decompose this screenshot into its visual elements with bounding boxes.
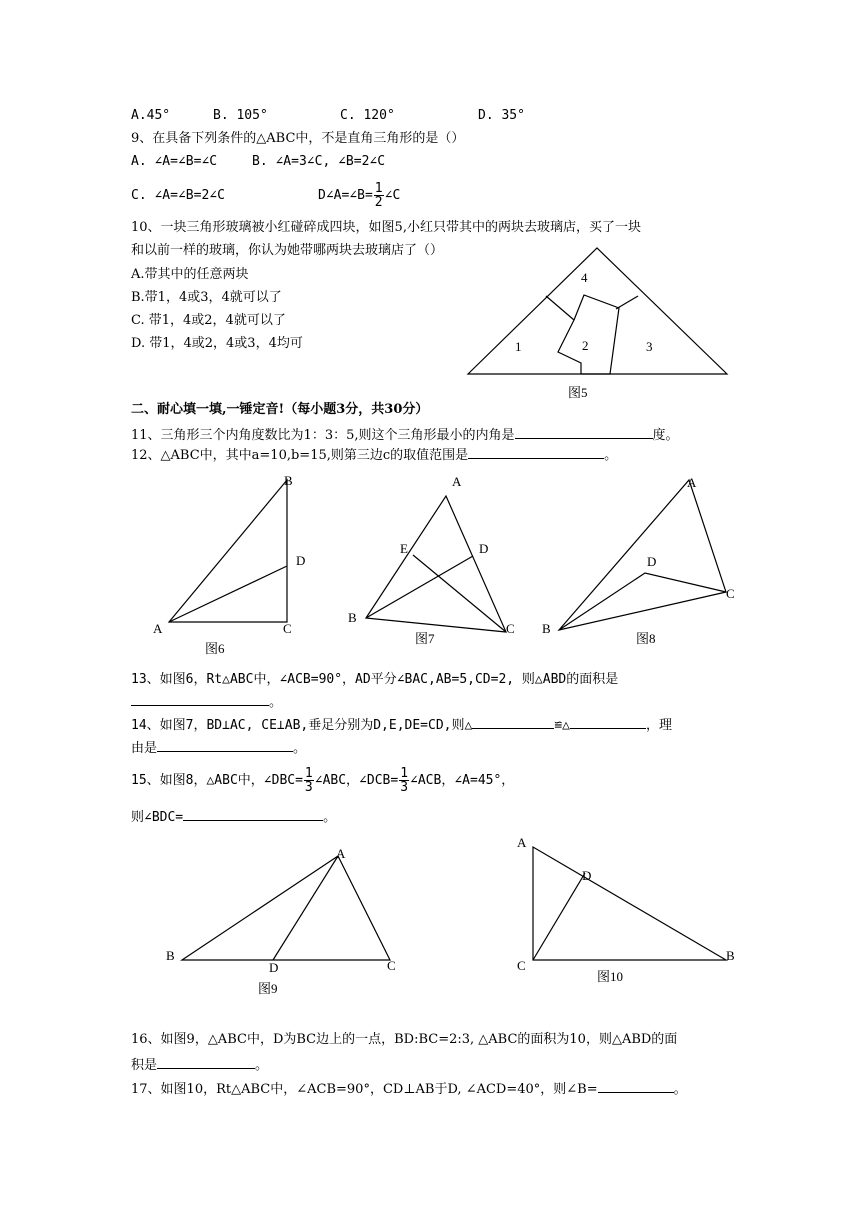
- fig9-line-ad: [273, 856, 338, 960]
- fig10-triangle: [533, 847, 726, 960]
- q14-suffix: 。: [293, 741, 307, 756]
- q15-frac2-denominator: 3: [400, 780, 409, 795]
- q14-tail: ，理: [645, 718, 672, 733]
- q8-option-a: A.45°: [131, 108, 171, 123]
- q11-suffix: 度。: [652, 428, 679, 443]
- q9-d-prefix: D∠A=∠B=: [318, 188, 373, 203]
- fig5-caption: 图5: [568, 385, 588, 400]
- q10-option-c: C. 带1，4或2，4就可以了: [131, 313, 286, 328]
- fig6-label-b: B: [284, 473, 293, 488]
- q13-suffix: 。: [269, 695, 283, 710]
- q10-option-b: B.带1，4或3，4就可以了: [131, 290, 282, 305]
- fig7-caption: 图7: [415, 631, 435, 646]
- q12-suffix: 。: [604, 448, 618, 463]
- q9-d-denominator: 2: [374, 195, 383, 210]
- q15-frac1-numerator: 1: [304, 766, 313, 781]
- fig8-label-a: A: [687, 475, 697, 490]
- q16-suffix: 。: [255, 1058, 269, 1073]
- fig8-caption: 图8: [636, 631, 656, 646]
- fig9-caption: 图9: [258, 981, 278, 996]
- q17-answer-blank[interactable]: [598, 1080, 674, 1093]
- q9-option-b: B. ∠A=3∠C, ∠B=2∠C: [252, 154, 386, 169]
- fig6-label-c: C: [283, 621, 292, 636]
- fig7-label-a: A: [452, 474, 462, 489]
- section-2-title: 二、耐心填一填,一锤定音!（每小题3分，共30分）: [131, 402, 429, 417]
- q15-frac2-numerator: 1: [400, 766, 409, 781]
- fig5-label-3: 3: [646, 339, 653, 354]
- fig9-label-a: A: [336, 846, 346, 861]
- q14-text: 14、如图7，BD⊥AC, CE⊥AB,垂足分别为D,E,DE=CD,则△: [131, 718, 473, 733]
- q11-text: 11、三角形三个内角度数比为1：3：5,则这个三角形最小的内角是: [131, 428, 515, 443]
- q16-answer-blank[interactable]: [157, 1056, 255, 1069]
- q15-prefix: 15、如图8，△ABC中，∠DBC=: [131, 773, 303, 788]
- fig10-altitude-cd: [533, 873, 585, 960]
- q16-line1: 16、如图9，△ABC中，D为BC边上的一点，BD:BC=2:3, △ABC的面积为10，则△ABD的面: [131, 1032, 678, 1047]
- fig6-caption: 图6: [205, 641, 225, 656]
- fig10-label-b: B: [726, 948, 735, 963]
- q8-option-d: D. 35°: [478, 108, 525, 123]
- q16-line2: [131, 1056, 268, 1074]
- q17-text: 17、如图10，Rt△ABC中，∠ACB=90°，CD⊥AB于D, ∠ACD=40°，则∠B=: [131, 1082, 598, 1097]
- fig10-label-d: D: [582, 868, 592, 883]
- fig7-label-e: E: [400, 541, 408, 556]
- q8-option-b: B. 105°: [213, 108, 268, 123]
- fig9-label-b: B: [166, 948, 175, 963]
- fig7-label-c: C: [506, 621, 515, 636]
- fig10-label-c: C: [517, 958, 526, 973]
- q8-option-c: C. 120°: [340, 108, 395, 123]
- q10-line2: 和以前一样的玻璃，你认为她带哪两块去玻璃店了（）: [131, 243, 444, 258]
- q13-text: 13、如图6，Rt△ABC中，∠ACB=90°，AD平分∠BAC,AB=5,CD=2, 则△ABD的面积是: [131, 672, 619, 687]
- fig10-caption: 图10: [597, 969, 624, 984]
- figure-10: [533, 847, 726, 960]
- fig6-label-a: A: [153, 621, 163, 636]
- q10-option-d: D. 带1，4或2，4或3，4均可: [131, 336, 303, 351]
- q17: [131, 1080, 687, 1098]
- q14-mid: ≌△: [554, 718, 570, 733]
- q9-option-c: C. ∠A=∠B=2∠C: [131, 188, 225, 203]
- q10-line1: 10、一块三角形玻璃被小红碰碎成四块，如图5,小红只带其中的两块去玻璃店，买了一块: [131, 220, 641, 235]
- q15-line2-text: 则∠BDC=: [131, 810, 184, 825]
- fig7-label-b: B: [348, 610, 357, 625]
- q15-tail: ∠ACB，∠A=45°，: [410, 773, 515, 788]
- fig9-label-d: D: [269, 960, 279, 975]
- fig8-label-d: D: [647, 554, 657, 569]
- q9-d-numerator: 1: [374, 181, 383, 196]
- fig7-label-d: D: [479, 541, 489, 556]
- q17-suffix: 。: [673, 1082, 687, 1097]
- q9-stem: 9、在具备下列条件的△ABC中，不是直角三角形的是（）: [131, 131, 465, 146]
- fig6-label-d: D: [296, 553, 306, 568]
- q15-mid: ∠ABC，∠DCB=: [314, 773, 399, 788]
- fig8-label-c: C: [726, 586, 735, 601]
- figure-9: [182, 856, 390, 960]
- fig5-label-2: 2: [582, 338, 589, 353]
- q12-text: 12、△ABC中，其中a=10,b=15,则第三边c的取值范围是: [131, 448, 469, 463]
- fig9-triangle: [182, 856, 390, 960]
- q16-line2-text: 积是: [131, 1058, 158, 1073]
- q15-suffix: 。: [323, 810, 337, 825]
- q14-line2-text: 由是: [131, 741, 158, 756]
- fig5-label-1: 1: [515, 339, 522, 354]
- q10-option-a: A.带其中的任意两块: [131, 267, 249, 282]
- q9-d-suffix: ∠C: [384, 188, 401, 203]
- fig5-label-4: 4: [581, 270, 588, 285]
- fig8-label-b: B: [542, 621, 551, 636]
- q15-frac1-denominator: 3: [304, 780, 313, 795]
- fig10-label-a: A: [517, 835, 527, 850]
- fig9-label-c: C: [387, 958, 396, 973]
- q9-option-a: A. ∠A=∠B=∠C: [131, 154, 218, 169]
